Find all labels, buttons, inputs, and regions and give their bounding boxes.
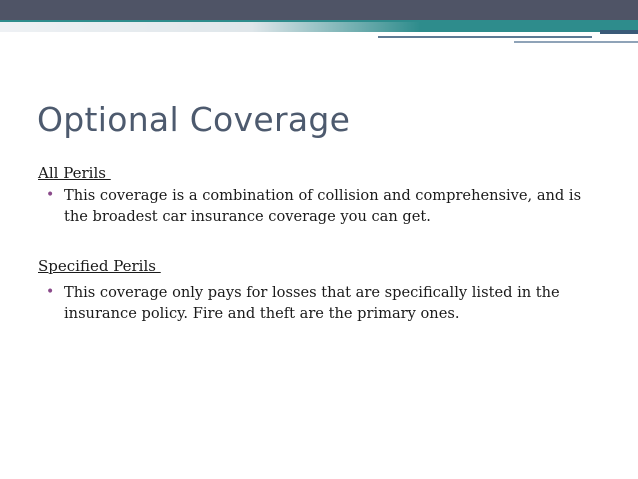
header-band bbox=[0, 0, 638, 20]
bullet-icon: • bbox=[46, 284, 55, 300]
bullet-icon: • bbox=[46, 187, 55, 203]
bullet-text-all-perils: This coverage is a combination of collision and comprehensive, and is the broadest car insurance coverage you can get. bbox=[64, 187, 582, 225]
slide-title: Optional Coverage bbox=[37, 100, 351, 139]
header-accent-fade bbox=[0, 22, 420, 32]
bullet-text-specified-perils: This coverage only pays for losses that are specifically listed in the insurance policy. Fire and theft are the primary ones. bbox=[64, 284, 560, 322]
decorative-line bbox=[378, 36, 592, 38]
section-heading-all-perils: All Perils bbox=[38, 164, 111, 182]
decorative-line bbox=[514, 41, 638, 43]
decorative-line bbox=[600, 30, 638, 34]
section-heading-specified-perils: Specified Perils bbox=[38, 257, 161, 275]
